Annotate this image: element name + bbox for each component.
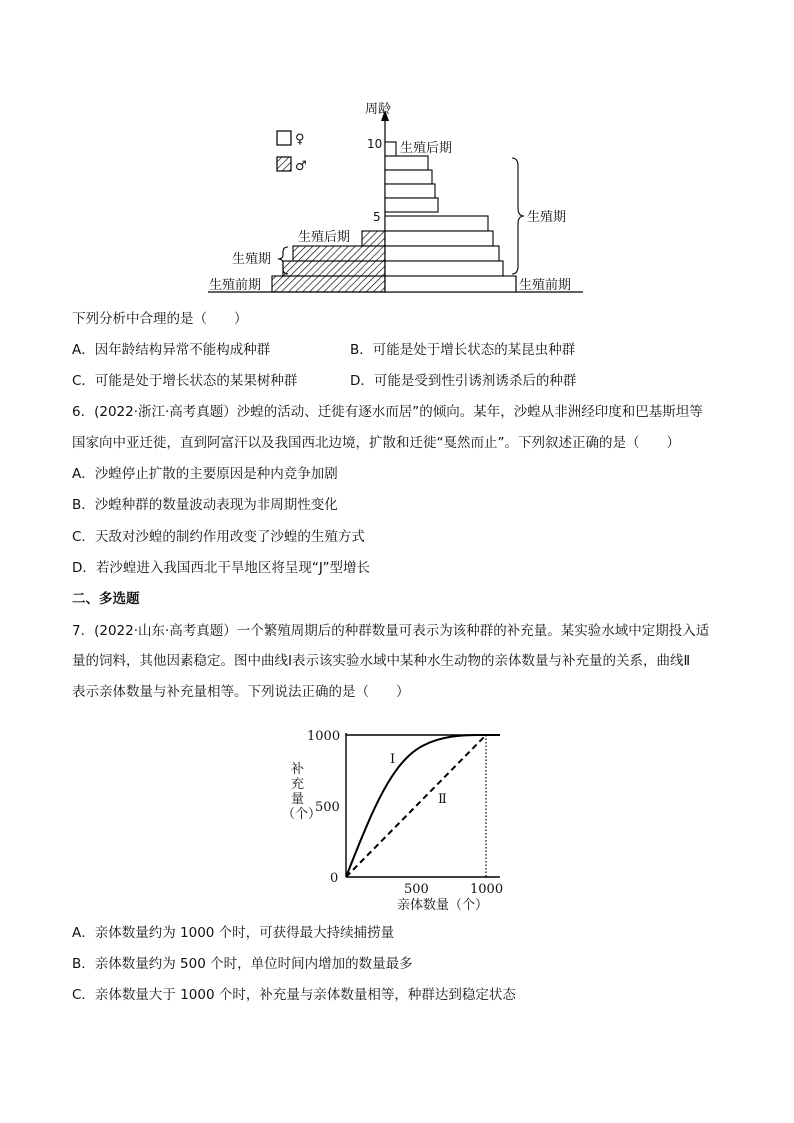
- female-bar: [385, 184, 435, 198]
- y-tick-label: 1000: [307, 729, 341, 744]
- right-repro-label: 生殖期: [527, 210, 567, 225]
- q7-option-a: A．亲体数量约为 1000 个时，可获得最大持续捕捞量: [72, 925, 395, 941]
- q5-option-d: D．可能是受到性引诱剂诱杀后的种群: [350, 373, 577, 389]
- q6-option-d: D．若沙蝗进入我国西北干旱地区将呈现“J”型增长: [72, 560, 370, 576]
- series-label-2: Ⅱ: [438, 792, 447, 807]
- female-bar: [385, 156, 428, 170]
- recruitment-chart: [0, 710, 794, 925]
- q6-stem-line1: 6．(2022·浙江·高考真题）沙蝗的活动、迁徙有逐水而居”的倾向。某年，沙蝗从非洲经印度和巴基斯坦等: [72, 404, 703, 420]
- legend-female-symbol: ♀: [295, 132, 305, 147]
- y-axis-label-char: 补: [291, 762, 305, 777]
- x-tick-label: 500: [404, 882, 429, 897]
- q7-option-b: B．亲体数量约为 500 个时，单位时间内增加的数量最多: [72, 956, 413, 972]
- right-post-label: 生殖后期: [400, 141, 453, 156]
- q6-option-a: A．沙蝗停止扩散的主要原因是种内竞争加剧: [72, 466, 338, 482]
- legend-female-box: [277, 131, 291, 145]
- section-heading: 二、多选题: [72, 591, 140, 607]
- female-bars: [385, 142, 516, 292]
- q5-option-b: B．可能是处于增长状态的某昆虫种群: [350, 342, 576, 358]
- male-bar: [362, 231, 385, 246]
- series-label-1: Ⅰ: [390, 752, 396, 767]
- female-bar: [385, 216, 488, 231]
- pyramid-y-label: 周龄: [365, 102, 392, 117]
- q6-option-b: B．沙蝗种群的数量波动表现为非周期性变化: [72, 497, 338, 513]
- legend-male-box: [277, 157, 291, 171]
- q6-option-c: C．天敌对沙蝗的制约作用改变了沙蝗的生殖方式: [72, 529, 365, 545]
- x-axis-label: 亲体数量（个）: [397, 898, 489, 913]
- series-line-1: [346, 735, 500, 877]
- q5-stem: 下列分析中合理的是（ ）: [72, 311, 248, 327]
- female-bar: [385, 261, 503, 276]
- male-bar: [283, 261, 385, 276]
- female-bar: [385, 170, 432, 184]
- right-brace: [512, 158, 524, 274]
- q5-option-a: A．因年龄结构异常不能构成种群: [72, 342, 271, 358]
- left-pre-label: 生殖前期: [209, 278, 262, 293]
- female-bar: [385, 246, 499, 261]
- legend-male-symbol: ♂: [295, 159, 307, 174]
- q7-stem-line1: 7．(2022·山东·高考真题）一个繁殖周期后的种群数量可表示为该种群的补充量。某实验水域中定期投入适: [72, 623, 710, 639]
- q6-stem-line2: 国家向中亚迁徙，直到阿富汗以及我国西北边境，扩散和迁徙“戛然而止”。下列叙述正确的是（ ）: [72, 435, 680, 451]
- female-bar: [385, 198, 438, 212]
- y-axis-label-char: 充: [291, 777, 305, 792]
- y-tick-label: 500: [315, 800, 340, 815]
- female-bar: [385, 231, 493, 246]
- male-bar: [272, 276, 385, 292]
- origin-label: 0: [330, 871, 339, 886]
- q7-option-c: C．亲体数量大于 1000 个时，补充量与亲体数量相等，种群达到稳定状态: [72, 987, 516, 1003]
- q7-stem-line3: 表示亲体数量与补充量相等。下列说法正确的是（ ）: [72, 684, 410, 700]
- tick-10: 10: [367, 137, 383, 151]
- y-axis-label-unit: （个）: [282, 807, 322, 822]
- female-bar: [385, 276, 516, 292]
- tick-5: 5: [373, 210, 381, 224]
- female-bar: [385, 142, 396, 156]
- q5-option-c: C．可能是处于增长状态的某果树种群: [72, 373, 298, 389]
- x-tick-label: 1000: [470, 882, 504, 897]
- male-bar: [293, 246, 385, 261]
- y-axis-label-char: 量: [291, 792, 305, 807]
- left-repro-label: 生殖期: [232, 252, 272, 267]
- left-post-label: 生殖后期: [298, 230, 351, 245]
- q7-stem-line2: 量的饲料，其他因素稳定。图中曲线Ⅰ表示该实验水域中某种水生动物的亲体数量与补充量的关系，曲线Ⅱ: [72, 653, 691, 669]
- right-pre-label: 生殖前期: [519, 278, 572, 293]
- series-line-2: [346, 735, 486, 877]
